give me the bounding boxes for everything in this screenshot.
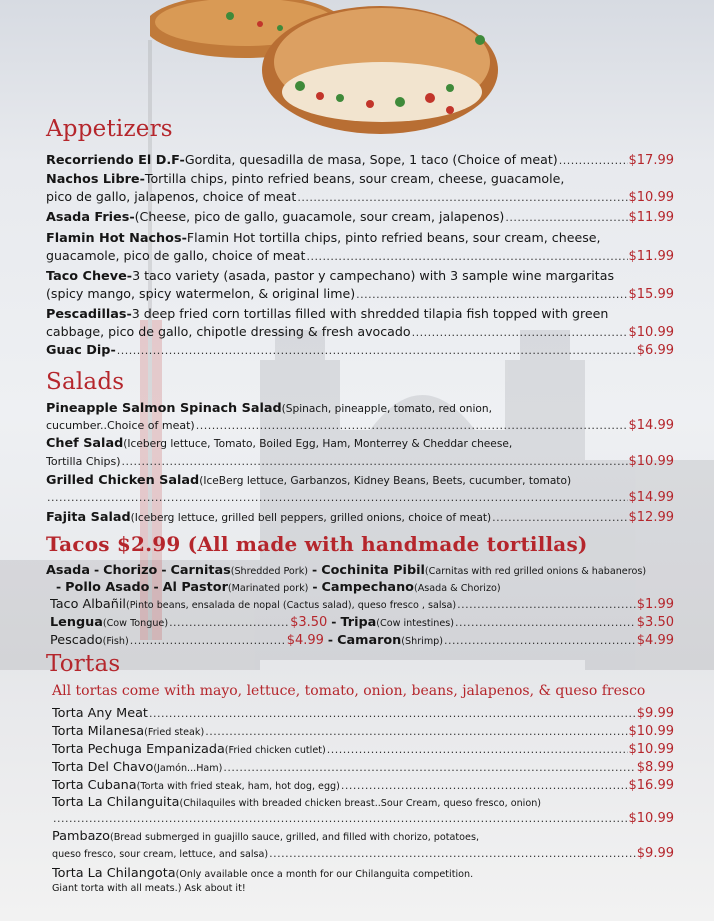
menu-item-cont: (spicy mango, spicy watermelon, & original lime) ..... $15.99	[46, 286, 674, 304]
menu-item: Pescado (Fish) ..... $4.99 - Camaron (Shrimp) ..... $4.99	[50, 632, 674, 650]
menu-item: Pescadillas- 3 deep fried corn tortillas filled with shredded tilapia fish topped with green	[46, 306, 609, 322]
menu-item: Grilled Chicken Salad (IceBerg lettuce, Garbanzos, Kidney Beans, Beets, cucumber, tomato)	[46, 473, 572, 488]
menu-item: Guac Dip- ..... $6.99	[46, 343, 674, 361]
menu-item-cont: guacamole, pico de gallo, choice of meat ..... $11.99	[46, 248, 674, 266]
menu-item: Lengua (Cow Tongue) ..... $3.50 - Tripa (Cow intestines) ..... $3.50	[50, 614, 674, 632]
menu-item-cont: queso fresco, sour cream, lettuce, and salsa) ..... $9.99	[52, 846, 674, 864]
tacos-heading: Tacos $2.99 (All made with handmade tortillas)	[46, 532, 588, 556]
menu-item: Torta La Chilangota (Only available once a month for our Chilanguita competition.	[52, 866, 474, 881]
menu-item-cont: cabbage, pico de gallo, chipotle dressing & fresh avocado ..... $10.99	[46, 324, 674, 342]
menu-item: Pineapple Salmon Spinach Salad (Spinach, pineapple, tomato, red onion,	[46, 401, 492, 416]
menu-item: Fajita Salad (Iceberg lettuce, grilled bell peppers, grilled onions, choice of meat) ..... $12.99	[46, 510, 674, 528]
tortas-note: All tortas come with mayo, lettuce, tomato, onion, beans, jalapenos, & queso fresco	[52, 683, 646, 699]
menu-item-cont: Giant torta with all meats.) Ask about it!	[52, 883, 246, 894]
menu-item: Pambazo (Bread submerged in guajillo sauce, grilled, and filled with chorizo, potatoes,	[52, 829, 479, 844]
appetizers-heading: Appetizers	[46, 116, 173, 142]
taco-varieties-row: - Pollo Asado - Al Pastor (Marinated pork) - Campechano (Asada & Chorizo)	[56, 579, 501, 595]
menu-item: Torta La Chilanguita (Chilaquiles with breaded chicken breast..Sour Cream, queso fresco, onion)	[52, 795, 542, 810]
menu-item-cont: ..... $14.99	[46, 490, 674, 508]
menu-item: Torta Cubana (Torta with fried steak, ham, hot dog, egg) ..... $16.99	[52, 778, 674, 796]
taco-varieties-row: Asada - Chorizo - Carnitas (Shredded Pork) - Cochinita Pibil (Carnitas with red grilled onions & habaneros)	[46, 562, 647, 578]
menu-item: Torta Milanesa (Fried steak) ..... $10.99	[52, 724, 674, 742]
menu-item-cont: cucumber..Choice of meat) ..... $14.99	[46, 418, 674, 436]
salads-heading: Salads	[46, 369, 125, 395]
menu-item: Flamin Hot Nachos- Flamin Hot tortilla chips, pinto refried beans, sour cream, cheese,	[46, 230, 601, 246]
menu-item: Recorriendo El D.F- Gordita, quesadilla de masa, Sope, 1 taco (Choice of meat) ..... $17.99	[46, 152, 674, 170]
menu-item-cont: ..... $10.99	[52, 811, 674, 829]
gordita-food-photo	[150, 0, 520, 150]
menu-item: Torta Pechuga Empanizada (Fried chicken cutlet) ..... $10.99	[52, 742, 674, 760]
menu-item: Torta Any Meat ..... $9.99	[52, 706, 674, 724]
menu-item: Nachos Libre- Tortilla chips, pinto refried beans, sour cream, cheese, guacamole,	[46, 171, 565, 187]
tortas-heading: Tortas	[46, 651, 121, 677]
menu-item-cont: pico de gallo, jalapenos, choice of meat ..... $10.99	[46, 189, 674, 207]
menu-item-cont: Tortilla Chips) ..... $10.99	[46, 454, 674, 472]
menu-item: Asada Fries- (Cheese, pico de gallo, guacamole, sour cream, jalapenos) ..... $11.99	[46, 209, 674, 227]
menu-item: Chef Salad (Iceberg lettuce, Tomato, Boiled Egg, Ham, Monterrey & Cheddar cheese,	[46, 436, 513, 451]
menu-item: Taco Cheve- 3 taco variety (asada, pastor y campechano) with 3 sample wine margaritas	[46, 268, 615, 284]
menu-item: Torta Del Chavo (Jamón...Ham) ..... $8.99	[52, 760, 674, 778]
menu-item: Taco Albañil (Pinto beans, ensalada de nopal (Cactus salad), queso fresco , salsa) ..... $1.99	[50, 597, 674, 615]
